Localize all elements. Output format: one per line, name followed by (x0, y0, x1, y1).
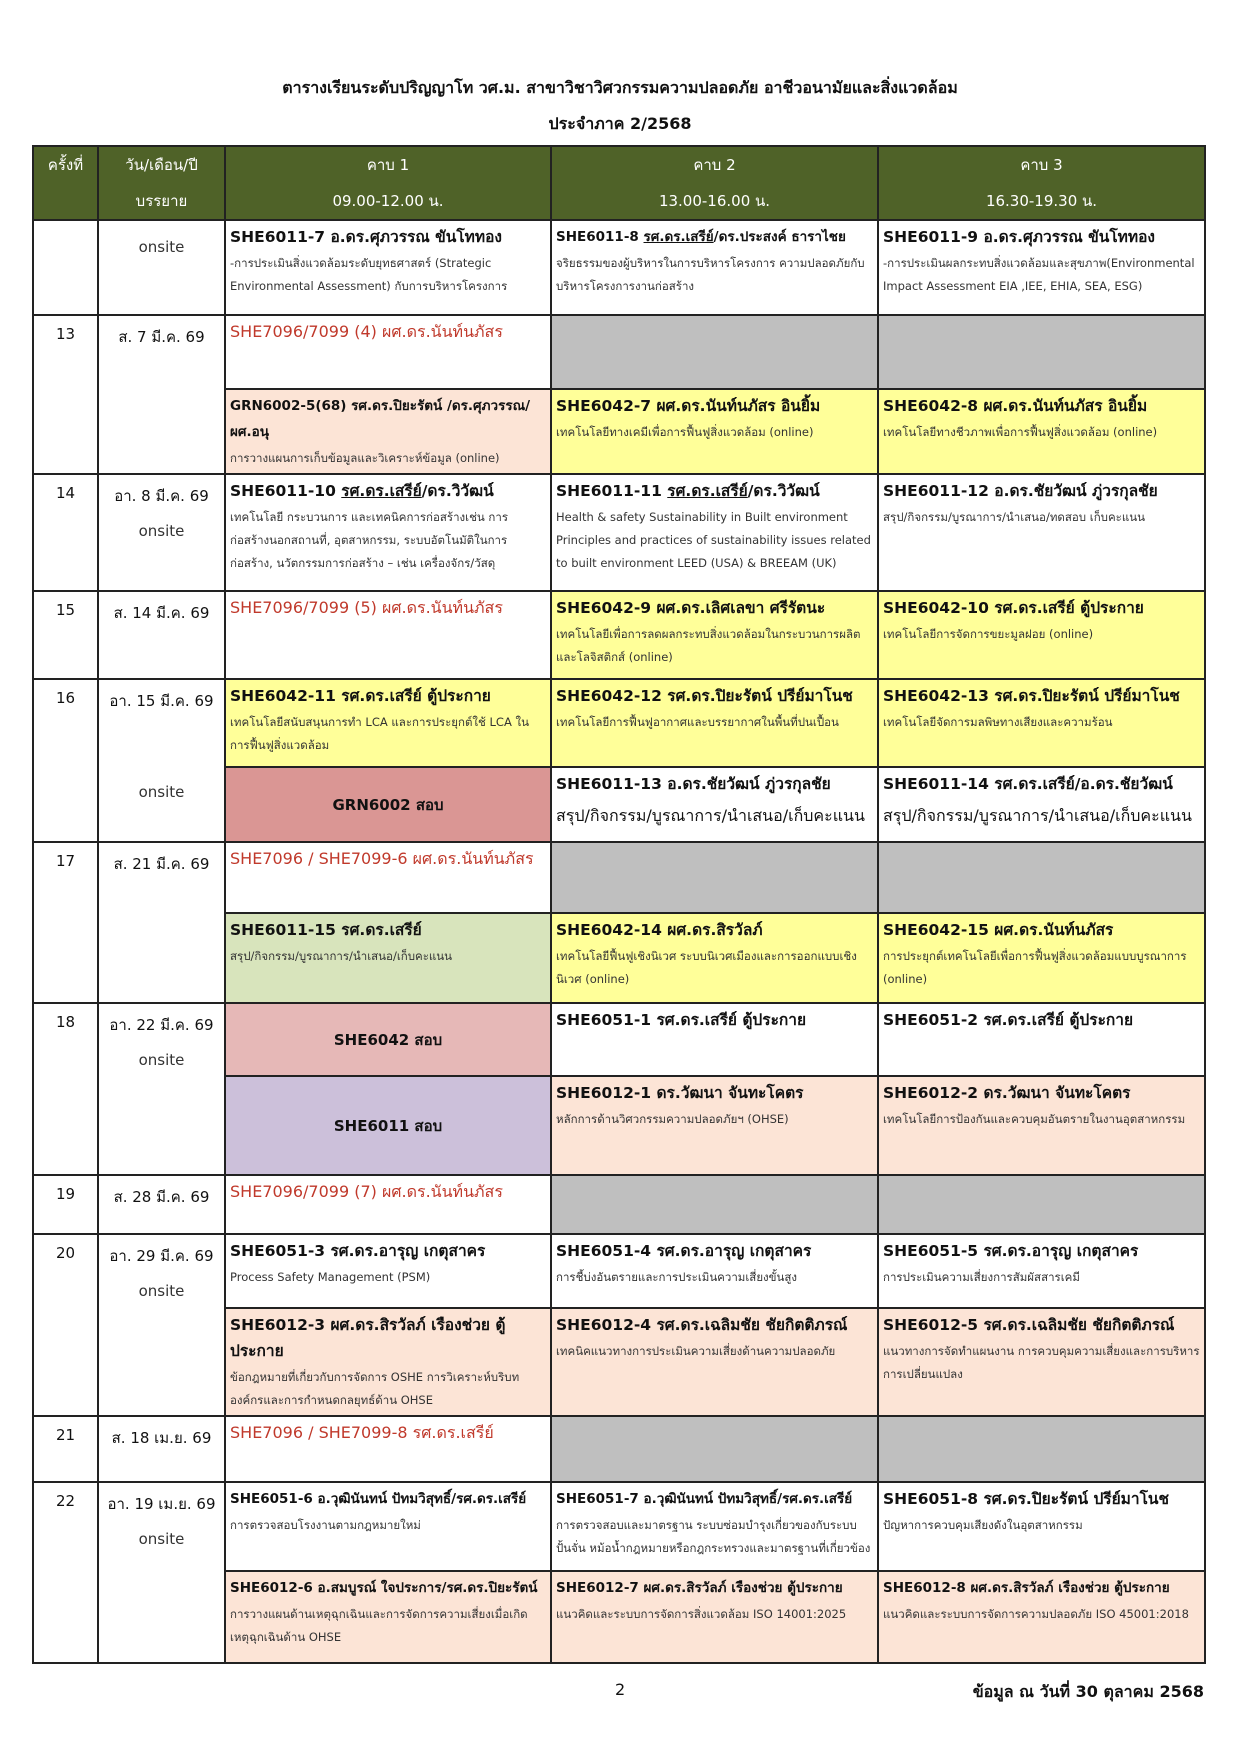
session-number: 14 (55, 484, 76, 502)
class-description: เทคโนโลยีทางเคมีเพื่อการฟื้นฟูสิ่งแวดล้อม (online) (556, 425, 814, 439)
header-period-2 (551, 146, 878, 220)
session-number: 21 (55, 1426, 76, 1444)
course-code-instructor: SHE6042-14 ผศ.ดร.สิรวัลภ์ (556, 921, 763, 939)
exam-cell (225, 767, 551, 842)
class-title (883, 595, 1200, 621)
class-title (230, 846, 546, 872)
class-title (230, 1486, 546, 1512)
course-code-instructor: SHE6011-10 (230, 482, 342, 500)
co-instructor: /ดร.วิวัฒน์ (747, 482, 820, 500)
header-period-3 (878, 146, 1205, 220)
class-cell (878, 1003, 1205, 1076)
session-row (33, 1175, 1205, 1234)
session-row (33, 842, 1205, 913)
session-row (33, 315, 1205, 389)
session-date-cell (98, 474, 225, 591)
class-cell (551, 591, 878, 679)
class-description: การวางแผนด้านเหตุฉุกเฉินและการจัดการความเสี่ยงเมื่อเกิดเหตุฉุกเฉินด้าน OHSE (230, 1607, 528, 1644)
course-code-instructor: SHE6012-3 ผศ.ดร.สิรวัลภ์ เรืองช่วย ตู้ประกาย (230, 1316, 506, 1360)
session-number-cell (33, 474, 98, 591)
course-code-instructor: SHE6012-5 รศ.ดร.เฉลิมชัย ชัยกิตติภรณ์ (883, 1316, 1175, 1334)
class-title (230, 224, 546, 250)
session-number-cell (33, 1416, 98, 1482)
session-date-cell (98, 220, 225, 315)
instructor-underlined: รศ.ดร.เสรีย์ (643, 229, 714, 245)
class-cell (878, 389, 1205, 474)
exam-cell (225, 1003, 551, 1076)
class-description: -การประเมินผลกระทบสิ่งแวดล้อมและสุขภาพ(Environmental Impact Assessment EIA ,IEE, EHIA, SEA, ESG) (883, 256, 1195, 293)
class-description: จริยธรรมของผู้บริหารในการบริหารโครงการ ความปลอดภัยกับบริหารโครงการงานก่อสร้าง (556, 256, 865, 293)
session-mode: onsite (138, 783, 185, 801)
class-cell (551, 1482, 878, 1571)
session-number: 19 (55, 1185, 76, 1203)
course-code-instructor: SHE6011-7 อ.ดร.ศุภวรรณ ขันโททอง (230, 228, 502, 246)
session-number-cell (33, 1482, 98, 1663)
class-title (883, 1080, 1200, 1106)
class-title (556, 1486, 873, 1512)
class-description: สรุป/กิจกรรม/บูรณาการ/นำเสนอ/เก็บคะแนน (556, 806, 865, 825)
period-time: 16.30-19.30 น. (985, 192, 1098, 210)
class-title (883, 478, 1200, 504)
class-cell (878, 679, 1205, 767)
class-description: สรุป/กิจกรรม/บูรณาการ/นำเสนอ/ทดสอบ เก็บคะแนน (883, 510, 1145, 524)
document-title: ตารางเรียนระดับปริญญาโท วศ.ม. สาขาวิชาวิศวกรรมความปลอดภัย อาชีวอนามัยและสิ่งแวดล้อม (282, 78, 958, 97)
class-title (883, 771, 1200, 797)
course-code-instructor: SHE6051-1 รศ.ดร.เสรีย์ ตู้ประกาย (556, 1011, 807, 1029)
class-title (230, 1420, 546, 1446)
session-mode: onsite (138, 1530, 185, 1548)
session-number-cell (33, 842, 98, 1003)
session-row (33, 1482, 1205, 1571)
course-code-instructor: SHE6011-14 รศ.ดร.เสรีย์/อ.ดร.ชัยวัฒน์ (883, 775, 1173, 793)
class-title (230, 683, 546, 709)
class-description: การประเมินความเสี่ยงการสัมผัสสารเคมี (883, 1270, 1080, 1284)
session-date-cell (98, 679, 225, 842)
session-mode: onsite (138, 1051, 185, 1069)
session-number: 17 (55, 852, 76, 870)
class-cell (878, 1308, 1205, 1416)
session-date: อา. 22 มี.ค. 69 (109, 1016, 214, 1034)
course-code-instructor: SHE6012-6 อ.สมบูรณ์ ใจประการ/รศ.ดร.ปิยะรัตน์ (230, 1580, 538, 1596)
co-instructor: /ดร.วิวัฒน์ (421, 482, 494, 500)
course-code-instructor: SHE6042-9 ผศ.ดร.เลิศเลขา ศรีรัตนะ (556, 599, 826, 617)
session-date-cell (98, 1482, 225, 1663)
course-code-instructor: SHE6051-8 รศ.ดร.ปิยะรัตน์ ปรีย์มาโนช (883, 1490, 1170, 1508)
session-row (33, 474, 1205, 591)
co-instructor: /ดร.ประสงค์ ธาราไชย (713, 229, 846, 245)
session-date-cell (98, 1416, 225, 1482)
session-date-cell (98, 1234, 225, 1416)
course-code-instructor: SHE6051-2 รศ.ดร.เสรีย์ ตู้ประกาย (883, 1011, 1134, 1029)
course-code-instructor: SHE7096 / SHE7099-6 ผศ.ดร.นันท์นภัสร (230, 849, 534, 868)
class-title (556, 1575, 873, 1601)
class-description: สรุป/กิจกรรม/บูรณาการ/นำเสนอ/เก็บคะแนน (883, 806, 1192, 825)
course-code-instructor: SHE6051-3 รศ.ดร.อารุญ เกตุสาคร (230, 1242, 486, 1260)
exam-cell (225, 1076, 551, 1175)
class-title (883, 1486, 1200, 1512)
course-code-instructor: SHE6051-7 อ.วุฒินันทน์ ปัทมวิสุทธิ์/รศ.ดร.เสรีย์ (556, 1491, 853, 1507)
empty-cell (878, 1175, 1205, 1234)
class-title (883, 393, 1200, 419)
class-cell (551, 1234, 878, 1308)
class-cell (878, 591, 1205, 679)
header-date-label: วัน/เดือน/ปี (125, 156, 198, 174)
session-row (33, 1003, 1205, 1076)
class-description: เทคโนโลยี กระบวนการ และเทคนิคการก่อสร้างเช่น การก่อสร้างนอกสถานที่, อุตสาหกรรม, ระบบอัตโนมัติในการก่อสร้าง, นวัตกรรมการก่อสร้าง – เช่น เครื่องจักร/วัสดุ (230, 510, 509, 570)
class-cell (225, 389, 551, 474)
class-cell (551, 474, 878, 591)
session-number-cell (33, 220, 98, 315)
header-date-sub: บรรยาย (135, 192, 188, 210)
class-title (556, 771, 873, 797)
class-title (883, 1238, 1200, 1264)
class-cell (225, 474, 551, 591)
class-title (883, 1312, 1200, 1338)
class-description: เทคโนโลยีสนับสนุนการทำ LCA และการประยุกต์ใช้ LCA ในการฟื้นฟูสิ่งแวดล้อม (230, 715, 529, 752)
session-date: ส. 18 เม.ย. 69 (111, 1429, 212, 1447)
session-number-cell (33, 1003, 98, 1175)
course-code-instructor: SHE6012-2 ดร.วัฒนา จันทะโคตร (883, 1084, 1131, 1102)
class-title (556, 917, 873, 943)
class-title (883, 1575, 1200, 1601)
course-code-instructor: SHE6012-4 รศ.ดร.เฉลิมชัย ชัยกิตติภรณ์ (556, 1316, 848, 1334)
class-cell (225, 1571, 551, 1663)
class-cell (225, 1234, 551, 1308)
class-cell (878, 1234, 1205, 1308)
class-cell (225, 1416, 551, 1482)
class-description: การตรวจสอบและมาตรฐาน ระบบซ่อมบำรุงเกี่ยวของกับระบบปั้นจั่น หม้อน้ำกฎหมายหรือกฎกระทรวงและมาตรฐานที่เกี่ยวข้อง (556, 1518, 871, 1555)
exam-label: GRN6002 สอบ (332, 795, 444, 814)
class-cell (551, 1076, 878, 1175)
class-title (556, 683, 873, 709)
period-time: 09.00-12.00 น. (332, 192, 444, 210)
session-date: ส. 7 มี.ค. 69 (118, 328, 205, 346)
session-date: อา. 19 เม.ย. 69 (107, 1495, 216, 1513)
class-cell (878, 913, 1205, 1003)
class-cell (551, 913, 878, 1003)
class-cell (551, 220, 878, 315)
class-description: สรุป/กิจกรรม/บูรณาการ/นำเสนอ/เก็บคะแนน (230, 949, 453, 963)
class-description: การประยุกต์เทคโนโลยีเพื่อการฟื้นฟูสิ่งแวดล้อมแบบบูรณาการ (online) (883, 949, 1187, 986)
class-cell (225, 315, 551, 389)
class-cell (551, 767, 878, 842)
class-title (883, 224, 1200, 250)
session-date: อา. 15 มี.ค. 69 (109, 692, 214, 710)
class-cell (551, 1003, 878, 1076)
class-cell (225, 1482, 551, 1571)
class-cell (878, 767, 1205, 842)
course-code-instructor: SHE6051-4 รศ.ดร.อารุญ เกตุสาคร (556, 1242, 812, 1260)
session-row (33, 679, 1205, 767)
class-cell (225, 220, 551, 315)
session-number-cell (33, 315, 98, 474)
class-title (230, 393, 546, 445)
header-session-no: ครั้งที่ (33, 146, 98, 220)
class-title (230, 1238, 546, 1264)
class-title (556, 1238, 873, 1264)
empty-cell (551, 1175, 878, 1234)
course-code-instructor: SHE6042-15 ผศ.ดร.นันท์นภัสร (883, 921, 1114, 939)
session-date-cell (98, 842, 225, 1003)
course-code-instructor: SHE6011-13 อ.ดร.ชัยวัฒน์ ภู่วรกุลชัย (556, 775, 831, 793)
empty-cell (878, 842, 1205, 913)
class-description: เทคนิคแนวทางการประเมินความเสี่ยงด้านความปลอดภัย (556, 1344, 836, 1358)
course-code-instructor: SHE6011-9 อ.ดร.ศุภวรรณ ขันโททอง (883, 228, 1155, 246)
session-number-cell (33, 591, 98, 679)
class-cell (225, 1175, 551, 1234)
course-code-instructor: SHE6042-13 รศ.ดร.ปิยะรัตน์ ปรีย์มาโนช (883, 687, 1180, 705)
course-code-instructor: SHE6011-8 (556, 229, 644, 245)
class-title (556, 224, 873, 250)
course-code-instructor: SHE6042-10 รศ.ดร.เสรีย์ ตู้ประกาย (883, 599, 1144, 617)
course-code-instructor: SHE6012-1 ดร.วัฒนา จันทะโคตร (556, 1084, 804, 1102)
empty-cell (551, 1416, 878, 1482)
course-code-instructor: SHE6051-6 อ.วุฒินันทน์ ปัทมวิสุทธิ์/รศ.ดร.เสรีย์ (230, 1491, 527, 1507)
class-cell (551, 389, 878, 474)
empty-cell (878, 315, 1205, 389)
session-date-cell (98, 1175, 225, 1234)
course-code-instructor: SHE7096/7099 (7) ผศ.ดร.นันท์นภัสร (230, 1182, 503, 1201)
session-number: 20 (55, 1244, 76, 1262)
updated-date: ข้อมูล ณ วันที่ 30 ตุลาคม 2568 (972, 1682, 1204, 1701)
class-description: การตรวจสอบโรงงานตามกฎหมายใหม่ (230, 1518, 421, 1532)
class-description: เทคโนโลยีฟื้นฟูเชิงนิเวศ ระบบนิเวศเมืองและการออกแบบเชิงนิเวศ (online) (556, 949, 857, 986)
class-cell (878, 474, 1205, 591)
class-title (230, 1179, 546, 1205)
class-description: เทคโนโลยีการฟื้นฟูอากาศและบรรยากาศในพื้นที่ปนเปื้อน (556, 715, 839, 729)
class-cell (225, 842, 551, 913)
course-code-instructor: SHE6051-5 รศ.ดร.อารุญ เกตุสาคร (883, 1242, 1139, 1260)
course-code-instructor: SHE6042-11 รศ.ดร.เสรีย์ ตู้ประกาย (230, 687, 491, 705)
session-number: 16 (55, 689, 76, 707)
course-code-instructor: SHE6042-12 รศ.ดร.ปิยะรัตน์ ปรีย์มาโนช (556, 687, 853, 705)
course-code-instructor: SHE7096/7099 (5) ผศ.ดร.นันท์นภัสร (230, 598, 503, 617)
course-code-instructor: SHE7096 / SHE7099-8 รศ.ดร.เสรีย์ (230, 1423, 494, 1442)
course-code-instructor: SHE6042-8 ผศ.ดร.นันท์นภัสร อินยิ้ม (883, 397, 1148, 415)
session-date-cell (98, 315, 225, 474)
session-number-cell (33, 1234, 98, 1416)
header-period-1 (225, 146, 551, 220)
class-title (230, 917, 546, 943)
class-title (883, 1007, 1200, 1033)
course-code-instructor: SHE7096/7099 (4) ผศ.ดร.นันท์นภัสร (230, 322, 503, 341)
session-date: ส. 28 มี.ค. 69 (113, 1188, 210, 1206)
class-title (230, 1575, 546, 1601)
session-date: อา. 29 มี.ค. 69 (109, 1247, 214, 1265)
class-description: เทคโนโลยีทางชีวภาพเพื่อการฟื้นฟูสิ่งแวดล้อม (online) (883, 425, 1158, 439)
instructor-underlined: รศ.ดร.เสรีย์ (667, 482, 748, 500)
class-title (230, 478, 546, 504)
class-cell (551, 1571, 878, 1663)
class-description: Process Safety Management (PSM) (230, 1270, 431, 1284)
period-label: คาบ 3 (1020, 156, 1063, 174)
course-code-instructor: GRN6002-5(68) รศ.ดร.ปิยะรัตน์ /ดร.ศุภวรรณ/ ผศ.อนุ (230, 398, 531, 440)
empty-cell (878, 1416, 1205, 1482)
period-time: 13.00-16.00 น. (658, 192, 771, 210)
class-description: หลักการด้านวิศวกรรมความปลอดภัยฯ (OHSE) (556, 1112, 789, 1126)
course-code-instructor: SHE6042-7 ผศ.ดร.นันท์นภัสร อินยิ้ม (556, 397, 821, 415)
instructor-underlined: รศ.ดร.เสรีย์ (341, 482, 422, 500)
class-title (230, 595, 546, 621)
class-description: การวางแผนการเก็บข้อมูลและวิเคราะห์ข้อมูล (online) (230, 451, 500, 465)
session-date: ส. 21 มี.ค. 69 (113, 855, 210, 873)
class-description: -การประเมินสิ่งแวดล้อมระดับยุทธศาสตร์ (Strategic Environmental Assessment) กับการบริหารโครงการ (230, 256, 508, 293)
class-title (556, 1080, 873, 1106)
class-description: เทคโนโลยีการป้องกันและควบคุมอันตรายในงานอุตสาหกรรม (883, 1112, 1186, 1126)
period-label: คาบ 2 (693, 156, 736, 174)
exam-label: SHE6042 สอบ (333, 1030, 443, 1049)
session-row (33, 1416, 1205, 1482)
class-cell (225, 591, 551, 679)
session-row (33, 591, 1205, 679)
session-date: ส. 14 มี.ค. 69 (113, 604, 210, 622)
session-number: 13 (55, 325, 76, 343)
class-cell (225, 913, 551, 1003)
class-title (556, 595, 873, 621)
empty-cell (551, 315, 878, 389)
class-description: แนวทางการจัดทำแผนงาน การควบคุมความเสี่ยงและการบริหารการเปลี่ยนแปลง (883, 1344, 1200, 1381)
class-description: การชี้บ่งอันตรายและการประเมินความเสี่ยงขั้นสูง (556, 1270, 798, 1284)
class-title (883, 917, 1200, 943)
header-date (98, 146, 225, 220)
class-cell (225, 1308, 551, 1416)
class-description: Health & safety Sustainability in Built environment Principles and practices of sustainability issues related to built environment LEED (USA) & BREEAM (UK) (556, 510, 871, 570)
class-title (230, 319, 546, 345)
exam-label: SHE6011 สอบ (333, 1116, 443, 1135)
class-description: ข้อกฎหมายที่เกี่ยวกับการจัดการ OSHE การวิเคราะห์บริบทองค์กรและการกำหนดกลยุทธ์ด้าน OHSE (230, 1370, 520, 1407)
class-title (556, 393, 873, 419)
class-title (230, 1312, 546, 1364)
class-cell (878, 1076, 1205, 1175)
session-mode: onsite (138, 522, 185, 540)
session-mode: onsite (138, 238, 185, 256)
class-description: เทคโนโลยีเพื่อการลดผลกระทบสิ่งแวดล้อมในกระบวนการผลิตและโลจิสติกส์ (online) (556, 627, 861, 664)
class-cell (878, 220, 1205, 315)
session-number-cell (33, 1175, 98, 1234)
class-title (883, 683, 1200, 709)
header-row (33, 146, 1205, 220)
session-mode: onsite (138, 1282, 185, 1300)
session-number-cell (33, 679, 98, 842)
class-cell (878, 1571, 1205, 1663)
period-label: คาบ 1 (366, 156, 410, 174)
session-number: 18 (55, 1013, 76, 1031)
class-cell (551, 679, 878, 767)
course-code-instructor: SHE6011-11 (556, 482, 668, 500)
class-description: ปัญหาการควบคุมเสียงดังในอุตสาหกรรม (883, 1518, 1083, 1532)
class-description: แนวคิดและระบบการจัดการสิ่งแวดล้อม ISO 14001:2025 (556, 1607, 847, 1621)
class-description: เทคโนโลยีจัดการมลพิษทางเสียงและความร้อน (883, 715, 1113, 729)
page-number: 2 (615, 1680, 626, 1699)
class-title (556, 478, 873, 504)
class-description: เทคโนโลยีการจัดการขยะมูลฝอย (online) (883, 627, 1094, 641)
course-code-instructor: SHE6012-7 ผศ.ดร.สิรวัลภ์ เรืองช่วย ตู้ประกาย (556, 1580, 843, 1596)
class-title (556, 1007, 873, 1033)
empty-cell (551, 842, 878, 913)
course-code-instructor: SHE6011-12 อ.ดร.ชัยวัฒน์ ภู่วรกุลชัย (883, 482, 1158, 500)
session-date-cell (98, 591, 225, 679)
session-number: 15 (55, 601, 76, 619)
session-number: 22 (55, 1492, 76, 1510)
session-row (33, 1234, 1205, 1308)
class-cell (225, 679, 551, 767)
course-code-instructor: SHE6011-15 รศ.ดร.เสรีย์ (230, 921, 422, 939)
class-description: แนวคิดและระบบการจัดการความปลอดภัย ISO 45001:2018 (883, 1607, 1189, 1621)
class-cell (878, 1482, 1205, 1571)
schedule-table (32, 145, 1206, 1664)
session-date: อา. 8 มี.ค. 69 (114, 487, 209, 505)
session-date-cell (98, 1003, 225, 1175)
class-title (556, 1312, 873, 1338)
class-cell (551, 1308, 878, 1416)
course-code-instructor: SHE6012-8 ผศ.ดร.สิรวัลภ์ เรืองช่วย ตู้ประกาย (883, 1580, 1170, 1596)
semester-subtitle: ประจำภาค 2/2568 (548, 114, 692, 133)
session-row (33, 220, 1205, 315)
